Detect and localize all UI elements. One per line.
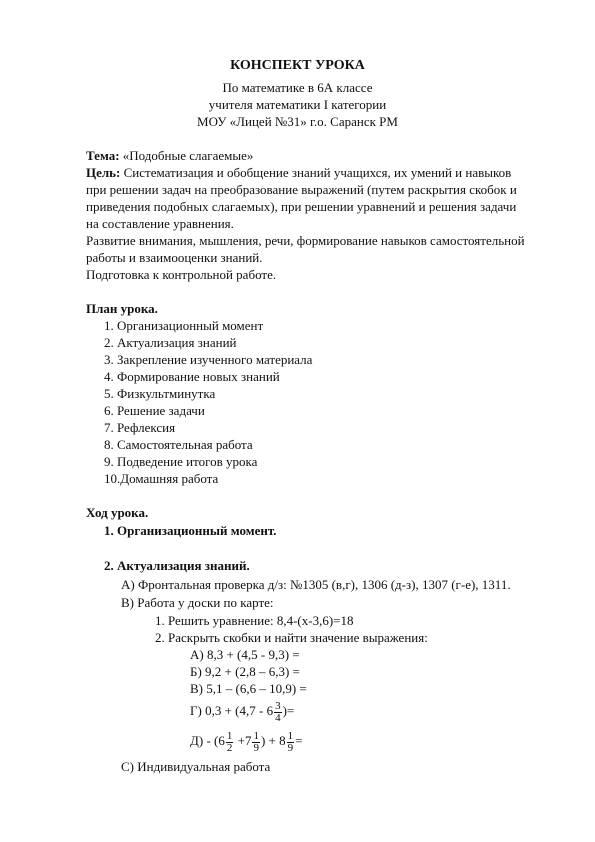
teacher-line: учителя математики I категории [208,97,387,112]
plan-item: 7. Рефлексия [104,420,176,435]
goal-line-6: работы и взаимооценки знаний. [86,250,263,265]
expression-d [190,728,302,754]
school-line: МОУ «Лицей №31» г.о. Саранск РМ [197,114,398,129]
expression-g-pre: Г) 0,3 + (4,7 - 6 [190,703,274,718]
topic-line [86,148,253,164]
expression-g-post: )= [282,703,295,718]
fraction-numerator: 1 [226,729,233,742]
plan-item: 8. Самостоятельная работа [104,437,253,452]
task-a: А) Фронтальная проверка д/з: №1305 (в,г), 1306 (д-з), 1307 (г-е), 1311. [121,577,511,592]
fraction-denominator: 9 [287,741,294,754]
expression-g [190,699,294,724]
topic-value: «Подобные слагаемые» [119,148,254,163]
goal-line-4: на составление уравнения. [86,216,234,231]
goal-line-5: Развитие внимания, мышления, речи, формирование навыков самостоятельной [86,233,525,248]
expression-v: В) 5,1 – (6,6 – 10,9) = [190,681,307,696]
fraction [226,731,234,754]
subject-line: По математике в 6А классе [222,80,373,95]
fraction-numerator: 1 [287,729,294,742]
fraction [274,701,282,724]
plan-item: 5. Физкультминутка [104,386,216,401]
goal-line-3: приведения подобных слагаемых), при решении уравнений и решения задачи [86,199,517,214]
expression-d-mid2: ) + 8 [260,733,286,748]
plan-item: 1. Организационный момент [104,318,264,333]
task-c: С) Индивидуальная работа [121,759,271,774]
plan-item: 2. Актуализация знаний [104,335,237,350]
course-step-1: 1. Организационный момент. [104,523,277,538]
expression-d-mid1: +7 [234,733,252,748]
fraction-numerator: 1 [253,729,259,742]
course-step-2: 2. Актуализация знаний. [104,558,250,573]
plan-heading: План урока. [86,301,158,316]
document-title: КОНСПЕКТ УРОКА [230,58,365,73]
expression-a: А) 8,3 + (4,5 - 9,3) = [190,647,300,662]
fraction [287,731,295,754]
fraction-denominator: 4 [275,711,281,724]
course-heading: Ход урока. [86,505,149,520]
goal-line-2: при решении задач на преобразование выражений (путем раскрытия скобок и [86,182,517,197]
goal-line-7: Подготовка к контрольной работе. [86,267,277,282]
expression-d-pre: Д) - (6 [190,733,225,748]
expression-d-post: = [295,733,303,748]
plan-item: 10.Домашняя работа [104,471,219,486]
task-b: В) Работа у доски по карте: [121,595,274,610]
task-b2: 2. Раскрыть скобки и найти значение выражения: [155,630,428,645]
goal-label: Цель: [86,165,121,180]
topic-label: Тема: [86,148,120,163]
fraction-denominator: 9 [253,741,259,754]
plan-item: 6. Решение задачи [104,403,205,418]
expression-b: Б) 9,2 + (2,8 – 6,3) = [190,664,300,679]
fraction-numerator: 3 [275,699,281,712]
plan-item: 4. Формирование новых знаний [104,369,280,384]
fraction [252,731,260,754]
task-b1: 1. Решить уравнение: 8,4-(х-3,6)=18 [155,613,354,628]
goal-text-1: Систематизация и обобщение знаний учащихся, их умений и навыков [120,165,512,180]
goal-line-1 [86,165,511,181]
plan-item: 9. Подведение итогов урока [104,454,258,469]
fraction-denominator: 2 [226,741,233,754]
plan-item: 3. Закрепление изученного материала [104,352,313,367]
